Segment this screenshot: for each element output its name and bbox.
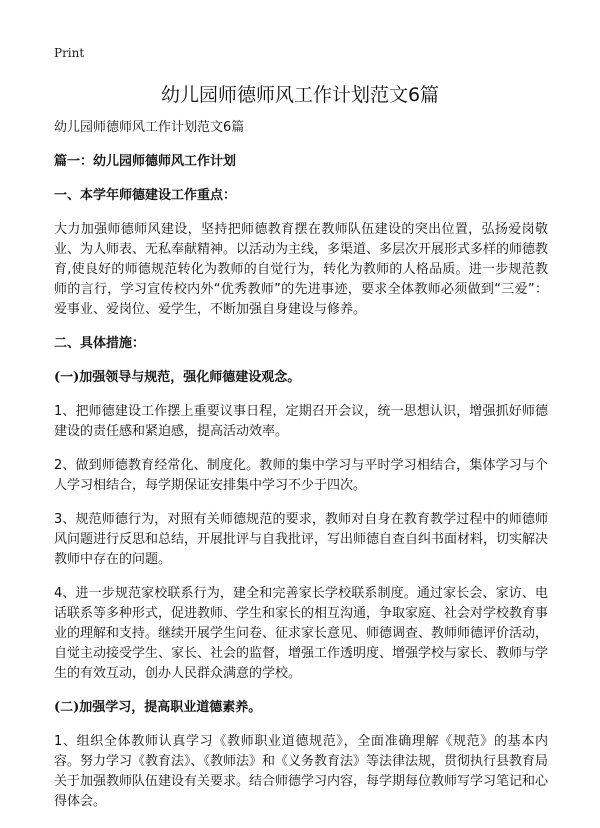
subsection-heading: (一)加强领导与规范，强化师德建设观念。 bbox=[54, 370, 301, 385]
document-body bbox=[54, 118, 548, 826]
paragraph: 1、组织全体教师认真学习《教师职业道德规范》，全面准确理解《规范》的基本内容。努力学习《教育法》、《教师法》和《义务教育法》等法律法规，贯彻执行县教育局关于加强教师队伍建设有关要求。结合师德学习内容，每学期每位教师写学习笔记和心得体会。 bbox=[54, 734, 549, 809]
paragraph: 大力加强师德师风建设，坚持把师德教育摆在教师队伍建设的突出位置，弘扬爱岗敬业、为人师表、无私奉献精神。以活动为主线，多渠道、多层次开展形式多样的师德教育,使良好的师德规范转化为教师的自觉行为，转化为教师的人格品质。进一步规范教师的言行，学习宣传校内外“优秀教师”的先进事迹，要求全体教师必须做到“三爱”：爱事业、爱岗位、爱学生，不断加强自身建设与修养。 bbox=[54, 222, 549, 317]
page-title: 幼儿园师德师风工作计划范文6篇 bbox=[160, 84, 440, 106]
print-link[interactable]: Print bbox=[54, 46, 85, 60]
section-heading: 二、具体措施： bbox=[54, 336, 146, 351]
paragraph: 1、把师德建设工作摆上重要议事日程，定期召开会议，统一思想认识，增强抓好师德建设的责任感和紧迫感，提高活动效率。 bbox=[54, 404, 548, 439]
paragraph: 3、规范师德行为，对照有关师德规范的要求，教师对自身在教育教学过程中的师德师风问题进行反思和总结，开展批评与自我批评，写出师德自查自纠书面材料，切实解决教师中存在的问题。 bbox=[54, 512, 549, 567]
document-subtitle: 幼儿园师德师风工作计划范文6篇 bbox=[54, 120, 245, 135]
section-heading: 一、本学年师德建设工作重点： bbox=[54, 188, 237, 203]
paragraph: 2、做到师德教育经常化、制度化。教师的集中学习与平时学习相结合，集体学习与个人学习相结合，每学期保证安排集中学习不少于四次。 bbox=[54, 458, 548, 493]
chapter-heading: 篇一：幼儿园师德师风工作计划 bbox=[54, 154, 237, 169]
subsection-heading: (二)加强学习，提高职业道德素养。 bbox=[54, 700, 262, 715]
paragraph: 4、进一步规范家校联系行为，建全和完善家长学校联系制度。通过家长会、家访、电话联系等多种形式，促进教师、学生和家长的相互沟通，争取家庭、社会对学校教育事业的理解和支持。继续开展学生问卷、征求家长意见、师德调查、教师师德评价活动，自觉主动接受学生、家长、社会的监督，增强工作透明度、增强学校与家长、教师与学生的有效互动，创办人民群众满意的学校。 bbox=[54, 586, 549, 681]
